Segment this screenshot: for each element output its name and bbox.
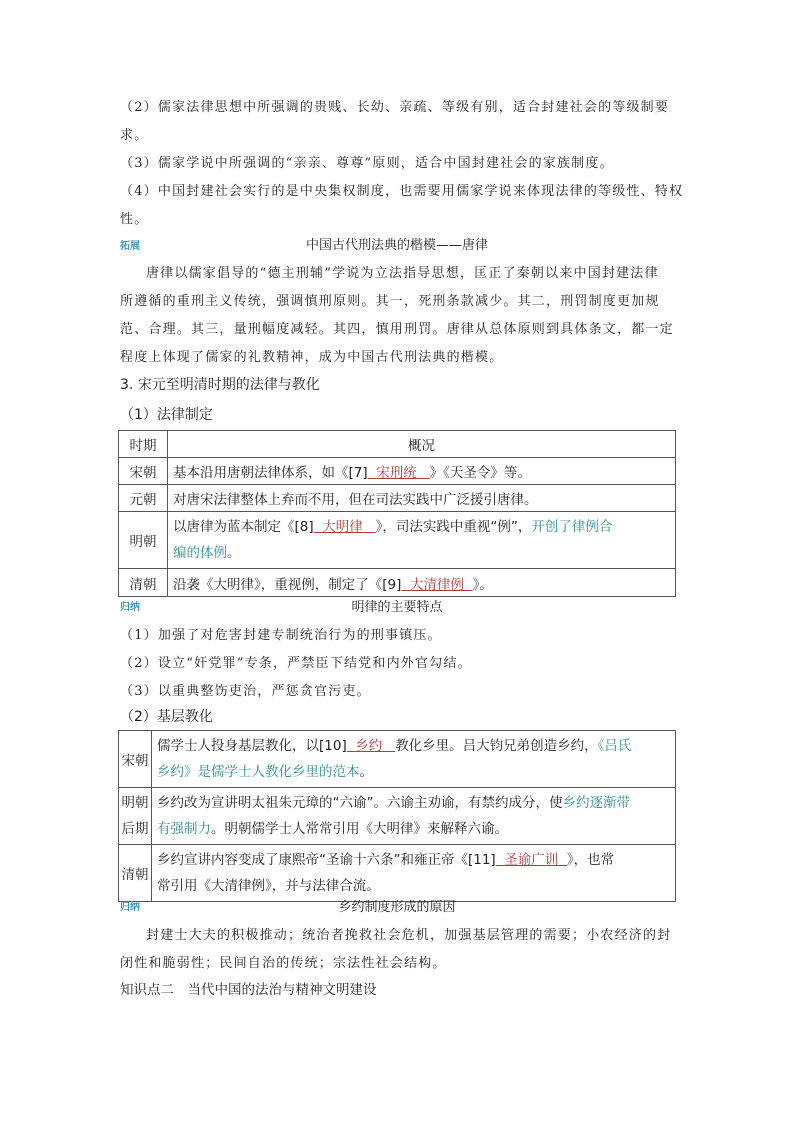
intro-point-2-line2: 求。	[120, 128, 149, 143]
overview-cell: 以唐律为蓝本制定《[8] 大明律 》，司法实践中重视“例”，开创了律例合 编的体例。	[168, 512, 676, 569]
summary-tag: 归纳	[120, 602, 140, 613]
ming-feature-item: （3）以重典整饬吏治，严惩贪官污吏。	[120, 684, 371, 699]
xiangyue-reasons-title: 乡约制度形成的原因	[338, 900, 456, 915]
table-header-row	[119, 431, 676, 458]
overview-cell: 沿袭《大明律》，重视例，制定了《[9] 大清律例 》。	[168, 569, 676, 597]
extension-line: 所遵循的重刑主义传统，强调慎刑原则。其一，死刑条款减少。其二，刑罚制度更加规	[120, 294, 660, 309]
intro-point-4-line1: （4）中国封建社会实行的是中央集权制度，也需要用儒家学说来体现法律的等级性、特权	[120, 184, 684, 199]
table-row	[119, 569, 676, 597]
extension-tag: 拓展	[120, 241, 140, 252]
header-overview: 概况	[168, 431, 676, 458]
period-cell: 宋朝	[119, 458, 168, 485]
answer-blank-10: 乡约	[355, 738, 383, 754]
intro-point-2-line1: （2）儒家法律思想中所强调的贵贱、长幼、亲疏、等级有别，适合封建社会的等级制要	[120, 100, 670, 115]
table-row	[119, 788, 676, 845]
knowledge-point-2-title: 知识点二 当代中国的法治与精神文明建设	[120, 982, 377, 998]
header-period: 时期	[119, 431, 168, 458]
section3-title: 3. 宋元至明清时期的法律与教化	[120, 377, 320, 393]
table-row	[119, 512, 676, 569]
answer-blank-7: 宋刑统	[376, 465, 417, 481]
answer-blank-8: 大明律	[322, 519, 363, 535]
law-making-table	[118, 430, 676, 597]
xiangyue-reason-line: 封建士大夫的积极推动；统治者挽救社会危机，加强基层管理的需要；小农经济的封	[146, 928, 672, 943]
content-cell: 儒学士人投身基层教化，以[10] 乡约 教化乡里。吕大钧兄弟创造乡约，《吕氏 乡约》是儒学士人教化乡里的范本。	[152, 731, 676, 788]
period-cell: 宋朝	[119, 731, 152, 788]
law-making-subtitle: （1）法律制定	[120, 407, 213, 423]
summary-tag: 归纳	[120, 902, 140, 913]
period-cell: 元朝	[119, 485, 168, 512]
content-cell: 乡约改为宣讲明太祖朱元璋的“六谕”。六谕主劝谕，有禁约成分，使乡约逐渐带 有强制力。明朝儒学士人常常引用《大明律》来解释六谕。	[152, 788, 676, 845]
intro-point-4-line2: 性。	[120, 212, 149, 227]
answer-blank-9: 大清律例	[409, 576, 464, 593]
period-cell: 明朝 后期	[119, 788, 152, 845]
overview-cell: 基本沿用唐朝法律体系，如《[7] 宋刑统 》《天圣令》等。	[168, 458, 676, 485]
content-cell: 乡约宣讲内容变成了康熙帝“圣谕十六条”和雍正帝《[11] 圣谕广训 》，也常 常引用《大清律例》，并与法律合流。	[152, 845, 676, 902]
answer-blank-11: 圣谕广训	[504, 852, 559, 868]
grassroots-subtitle: （2）基层教化	[120, 709, 213, 725]
period-cell: 清朝	[119, 845, 152, 902]
table-row	[119, 458, 676, 485]
table-row	[119, 731, 676, 788]
period-cell: 清朝	[119, 569, 168, 597]
table-row	[119, 845, 676, 902]
xiangyue-reason-line: 闭性和脆弱性；民间自治的传统；宗法性社会结构。	[120, 956, 447, 971]
ming-feature-item: （1）加强了对危害封建专制统治行为的刑事镇压。	[120, 628, 442, 643]
overview-cell: 对唐宋法律整体上弃而不用，但在司法实践中广泛援引唐律。	[168, 485, 676, 512]
extension-line: 程度上体现了儒家的礼教精神，成为中国古代刑法典的楷模。	[120, 350, 504, 365]
ming-feature-item: （2）设立“奸党罪”专条，严禁臣下结党和内外官勾结。	[120, 656, 472, 671]
extension-line: 范、合理。其三，量刑幅度减轻。其四，慎用刑罚。唐律从总体原则到具体条文，都一定	[120, 322, 674, 337]
grassroots-table	[118, 730, 676, 902]
extension-title: 中国古代刑法典的楷模——唐律	[305, 238, 488, 253]
intro-point-3: （3）儒家学说中所强调的“亲亲、尊尊”原则，适合中国封建社会的家族制度。	[120, 156, 614, 171]
ming-law-features-title: 明律的主要特点	[351, 600, 443, 615]
extension-line: 唐律以儒家倡导的“德主刑辅”学说为立法指导思想，匡正了秦朝以来中国封建法律	[146, 266, 659, 281]
period-cell: 明朝	[119, 512, 168, 569]
table-row	[119, 485, 676, 512]
